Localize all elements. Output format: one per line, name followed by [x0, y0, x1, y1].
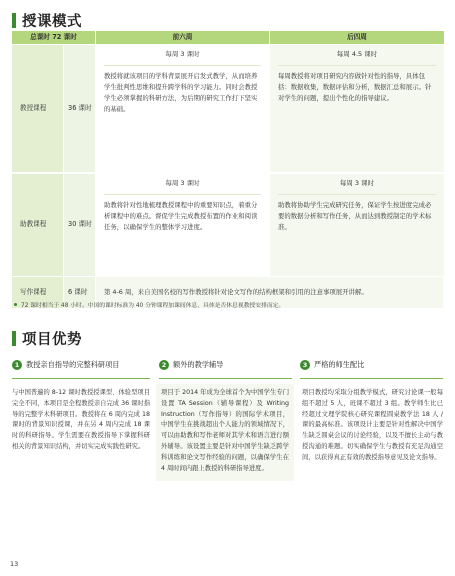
weekly-hours: 每周 4.5 课时 — [278, 45, 436, 66]
number-badge: 1 — [12, 360, 22, 370]
advantage-title: 额外的教学辅导 — [173, 360, 224, 369]
section-heading-teaching-mode — [12, 10, 82, 31]
section-accent-bar — [12, 13, 16, 28]
advantage-text-1: 与中国普遍的 8-12 课时教授授课型、体验型项目完全不同，本项目是全程教授亲自完成 36 课时指导的完整学术科研项目。教授将在 6 周内完成 18 课时的背景知识授课，并在另 4 周内完成 18 课时的科研指导。学生需要在教授指导下掌握科研相关的背景知识结构，并切实完成实践性研究。 — [12, 389, 150, 451]
advantage-heading-3 — [300, 360, 364, 370]
advantage-title: 严格的师生配比 — [314, 360, 365, 369]
footnote — [14, 300, 284, 309]
divider — [300, 378, 443, 379]
advantage-text-2: 项目于 2014 年成为全球首个为中国学生专门设置 TA Session（辅导课程）及 Writing Instruction（写作指导）的国际学术项目，中国学生在挑战超出个人能力的领域情况下，可以由助教和写作老师对其学术和语言进行额外辅导。该设置主要是针对中国学生缺乏跨学科训练和论文写作经验的问题，以确保学生在 4 周时间内跟上教授的科研指导进度。 — [156, 384, 294, 481]
weekly-hours: 每周 3 课时 — [104, 174, 261, 195]
first-weeks-cell — [96, 45, 270, 173]
number-badge: 3 — [300, 360, 310, 370]
schedule-table — [12, 31, 444, 309]
course-name: 助教课程 — [12, 174, 64, 277]
section-title: 授课模式 — [22, 14, 82, 30]
course-name: 写作课程 — [12, 277, 64, 309]
first-weeks-cell — [96, 174, 270, 277]
table-row — [12, 45, 444, 173]
header-first-weeks: 前六周 — [96, 31, 270, 45]
divider — [159, 378, 292, 379]
advantage-heading-1 — [12, 360, 119, 370]
section-accent-bar — [12, 331, 16, 346]
number-badge: 2 — [159, 360, 169, 370]
writing-course-description: 第 4-6 周，来自美国名校的写作教授将针对论文写作的结构框架和引用的注意事项展开讲解。 — [96, 277, 444, 309]
advantage-text-3: 项目教授均采取分组教学模式，研究讨论课一般每组不超过 5 人，班课不超过 3 组。教学师生比已经超过文理学院核心研究课程圆桌教学法 18 人 / 课的最高标准。该项设计主要是针对性解决中国学生缺乏圆桌会议的讨论经验，以及不擅长主动与教授沟通的难题。切实确保学生与教授有充足沟通空间，以获得真正有效的教授指导意见及论文指导。 — [302, 389, 443, 461]
cell-description: 助教将针对性地梳理教授课程中的重要知识点，着重分析课程中的难点。督促学生完成教授布置的作业和阅读任务，以确保学生的整体学习进度。 — [104, 201, 258, 231]
section-title: 项目优势 — [22, 332, 82, 348]
weekly-hours: 每周 3 课时 — [104, 45, 261, 66]
last-weeks-cell — [270, 174, 444, 277]
course-hours: 36 课时 — [64, 45, 96, 173]
cell-description: 助教将协助学生完成研究任务，保证学生按进度完成必要的数据分析和写作任务，从而达到教授制定的学术标准。 — [278, 201, 432, 231]
footnote-text: 72 课时相当于 48 小时。中国的课时标准为 40 分钟课程加课间休息，具体是否休息视教授安排而定。 — [21, 303, 285, 309]
section-heading-advantages — [12, 328, 82, 349]
course-hours: 6 课时 — [64, 277, 96, 309]
weekly-hours: 每周 3 课时 — [278, 174, 436, 195]
table-header-row — [12, 31, 444, 45]
page-number: 13 — [10, 560, 19, 568]
course-hours: 30 课时 — [64, 174, 96, 277]
course-name: 教授课程 — [12, 45, 64, 173]
cell-description: 教授将就该项目的学科背景展开启发式教学，从而培养学生批判性思维和提升跨学科的学习能力。同时会教授学生必须掌握的科研方法，为后期的研究工作打下坚实的基础。 — [104, 72, 258, 113]
last-weeks-cell — [270, 45, 444, 173]
divider — [12, 378, 150, 379]
bullet-icon — [14, 303, 17, 306]
header-last-weeks: 后四周 — [270, 31, 444, 45]
advantage-heading-2 — [159, 360, 223, 370]
header-total-hours: 总课时 72 课时 — [12, 31, 96, 45]
table-row — [12, 173, 444, 277]
cell-description: 每周教授将对项目研究内容做针对性的指导，具体包括：数据收集，数据评估和分析，数据汇总和展示。针对学生的问题，提出个性化的指导建议。 — [278, 72, 432, 102]
advantage-title: 教授亲自指导的完整科研项目 — [26, 360, 120, 369]
